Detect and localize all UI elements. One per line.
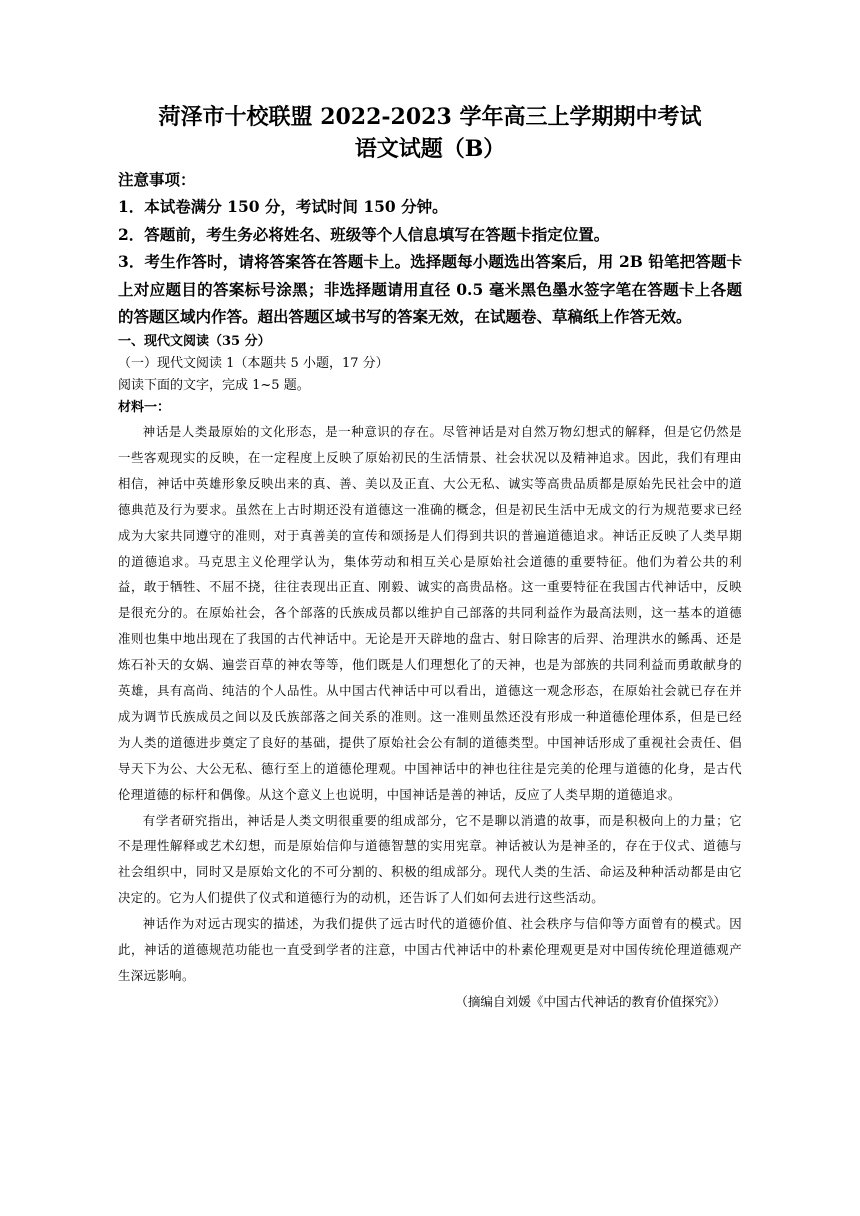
exam-title: 菏泽市十校联盟 2022-2023 学年高三上学期期中考试	[158, 104, 702, 130]
material-paragraph-2: 有学者研究指出，神话是人类文明很重要的组成部分，它不是聊以消遣的故事，而是积极向上的力量；它不是理性解释或艺术幻想，而是原始信仰与道德智慧的实用宪章。神话被认为是神圣的，存在于仪式、道德与社会组织中，同时又是原始文化的不可分割的、积极的组成部分。现代人类的生活、命运及种种活动都是由它决定的。它为人们提供了仪式和道德行为的动机，还告诉了人们如何去进行这些活动。	[118, 812, 742, 906]
notes-block	[118, 166, 742, 331]
note-item-1: 1．本试卷满分 150 分，考试时间 150 分钟。	[118, 197, 448, 216]
note-item-2: 2．答题前，考生务必将姓名、班级等个人信息填写在答题卡指定位置。	[118, 224, 610, 244]
material-paragraph-3: 神话作为对远古现实的描述，为我们提供了远古时代的道德价值、社会秩序与信仰等方面曾有的模式。因此，神话的道德规范功能也一直受到学者的注意，中国古代神话中的朴素伦理观更是对中国传统伦理道德观产生深远影响。	[118, 916, 742, 983]
section-heading: 一、现代文阅读（35 分）	[118, 333, 271, 349]
material-label: 材料一：	[118, 399, 171, 415]
section-subheading: （一）现代文阅读 1（本题共 5 小题，17 分）	[118, 355, 389, 371]
material-source: （摘编自刘媛《中国古代神话的教育价值探究》）	[455, 993, 726, 1009]
material-paragraph-1: 神话是人类最原始的文化形态，是一种意识的存在。尽管神话是对自然万物幻想式的解释，但是它仍然是一些客观现实的反映，在一定程度上反映了原始初民的生活情景、社会状况以及精神追求。因此，我们有理由相信，神话中英雄形象反映出来的真、善、美以及正直、大公无私、诚实等高贵品质都是原始先民社会中的道德典范及行为要求。虽然在上古时期还没有道德这一准确的概念，但是初民生活中无成文的行为规范要求已经成为大家共同遵守的准则，对于真善美的宣传和颂扬是人们得到共识的普遍道德追求。神话正反映了人类早期的道德追求。马克思主义伦理学认为，集体劳动和相互关心是原始社会道德的重要特征。他们为着公共的利益，敢于牺牲、不屈不挠，往往表现出正直、刚毅、诚实的高贵品格。这一重要特征在我国古代神话中，反映是很充分的。在原始社会，各个部落的氏族成员都以维护自己部落的共同利益作为最高法则，这一基本的道德准则也集中地出现在了我国的古代神话中。无论是开天辟地的盘古、射日除害的后羿、治理洪水的鲧禹、还是炼石补天的女娲、遍尝百草的神农等等，他们既是人们理想化了的天神，也是为部族的共同利益而勇敢献身的英雄，具有高尚、纯洁的个人品性。从中国古代神话中可以看出，道德这一观念形态，在原始社会就已存在并成为调节氏族成员之间以及氏族部落之间关系的准则。这一准则虽然还没有形成一种道德伦理体系，但是已经为人类的道德进步奠定了良好的基础，提供了原始社会公有制的道德类型。中国神话形成了重视社会责任、倡导天下为公、大公无私、德行至上的道德伦理观。中国神话中的神也往往是完美的伦理与道德的化身，是古代伦理道德的标杆和偶像。从这个意义上也说明，中国神话是善的神话，反应了人类早期的道德追求。	[118, 423, 742, 802]
note-item-3: 3．考生作答时，请将答案答在答题卡上。选择题每小题选出答案后，用 2B 铅笔把答题卡上对应题目的答案标号涂黑；非选择题请用直径 0.5 毫米黑色墨水签字笔在答题卡上各题的答题区域内作答。超出答题区域书写的答案无效，在试题卷、草稿纸上作答无效。	[118, 252, 742, 327]
notes-heading: 注意事项：	[118, 170, 196, 189]
exam-subtitle: 语文试题（B）	[354, 136, 506, 162]
reading-instruction: 阅读下面的文字，完成 1~5 题。	[118, 377, 310, 393]
section-modern-reading	[118, 331, 742, 1015]
exam-page	[118, 102, 742, 1015]
